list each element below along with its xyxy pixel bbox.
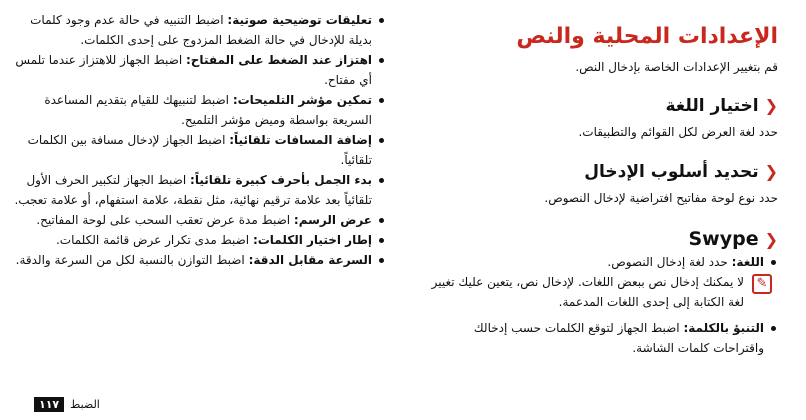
list-item: السرعة مقابل الدقة: اضبط التوازن بالنسبة لكل من السرعة والدقة. [14, 250, 386, 270]
list-item: اهتزاز عند الضغط على المفتاح: اضبط الجهاز للاهتزاز عندما تلمس أي مفتاح. [14, 50, 386, 90]
swype-list-2 [426, 318, 778, 358]
section-heading-swype: ❮Swype [688, 228, 778, 250]
note-text: لا يمكنك إدخال نص ببعض اللغات. لإدخال نص، يتعين عليك تغيير لغة الكتابة إلى إحدى اللغات المدعمة. [431, 275, 744, 309]
chevron-left-icon: ❮ [764, 96, 778, 115]
page-footer [34, 397, 100, 412]
chevron-left-icon: ❮ [764, 230, 778, 249]
section-desc-language: حدد لغة العرض لكل القوائم والتطبيقات. [578, 125, 778, 139]
chevron-left-icon: ❮ [764, 162, 778, 181]
note-box [426, 272, 778, 312]
list-item: تعليقات توضيحية صوتية: اضبط التنبيه في حالة عدم وجود كلمات بديلة للإدخال في حالة الضغط المزدوج على إحدى الكلمات. [14, 10, 386, 50]
swype-settings-list [14, 10, 386, 270]
list-item: عرض الرسم: اضبط مدة عرض تعقب السحب على لوحة المفاتيح. [14, 210, 386, 230]
section-heading-input-method: ❮تحديد أسلوب الإدخال [584, 162, 778, 182]
page-title: الإعدادات المحلية والنص [516, 24, 778, 49]
list-item: بدء الجمل بأحرف كبيرة تلقائياً: اضبط الجهاز لتكبير الحرف الأول تلقائياً بعد علامة ترقيم نهائية، مثل نقطة، علامة استفهام، أو علامة تعجب. [14, 170, 386, 210]
left-column [14, 10, 386, 270]
intro-text: قم بتغيير الإعدادات الخاصة بإدخال النص. [575, 60, 778, 74]
swype-list-1 [426, 252, 778, 272]
list-item: تمكين مؤشر التلميحات: اضبط لتنبيهك للقيام بتقديم المساعدة السريعة بواسطة وميض مؤشر التلميح. [14, 90, 386, 130]
list-item: إضافة المسافات تلقائياً: اضبط الجهاز لإدخال مسافة بين الكلمات تلقائياً. [14, 130, 386, 170]
footer-label: الضبط [70, 398, 100, 411]
list-item: إطار اختيار الكلمات: اضبط مدى تكرار عرض قائمة الكلمات. [14, 230, 386, 250]
page-number: ١١٧ [34, 397, 64, 412]
list-item: التنبؤ بالكلمة: اضبط الجهاز لتوقع الكلمات حسب إدخالك واقتراحات كلمات الشاشة. [426, 318, 778, 358]
section-desc-input-method: حدد نوع لوحة مفاتيح افتراضية لإدخال النصوص. [544, 191, 778, 205]
list-item: اللغة: حدد لغة إدخال النصوص. [426, 252, 778, 272]
section-heading-language: ❮اختيار اللغة [665, 96, 778, 116]
note-icon: ✎ [752, 274, 772, 294]
